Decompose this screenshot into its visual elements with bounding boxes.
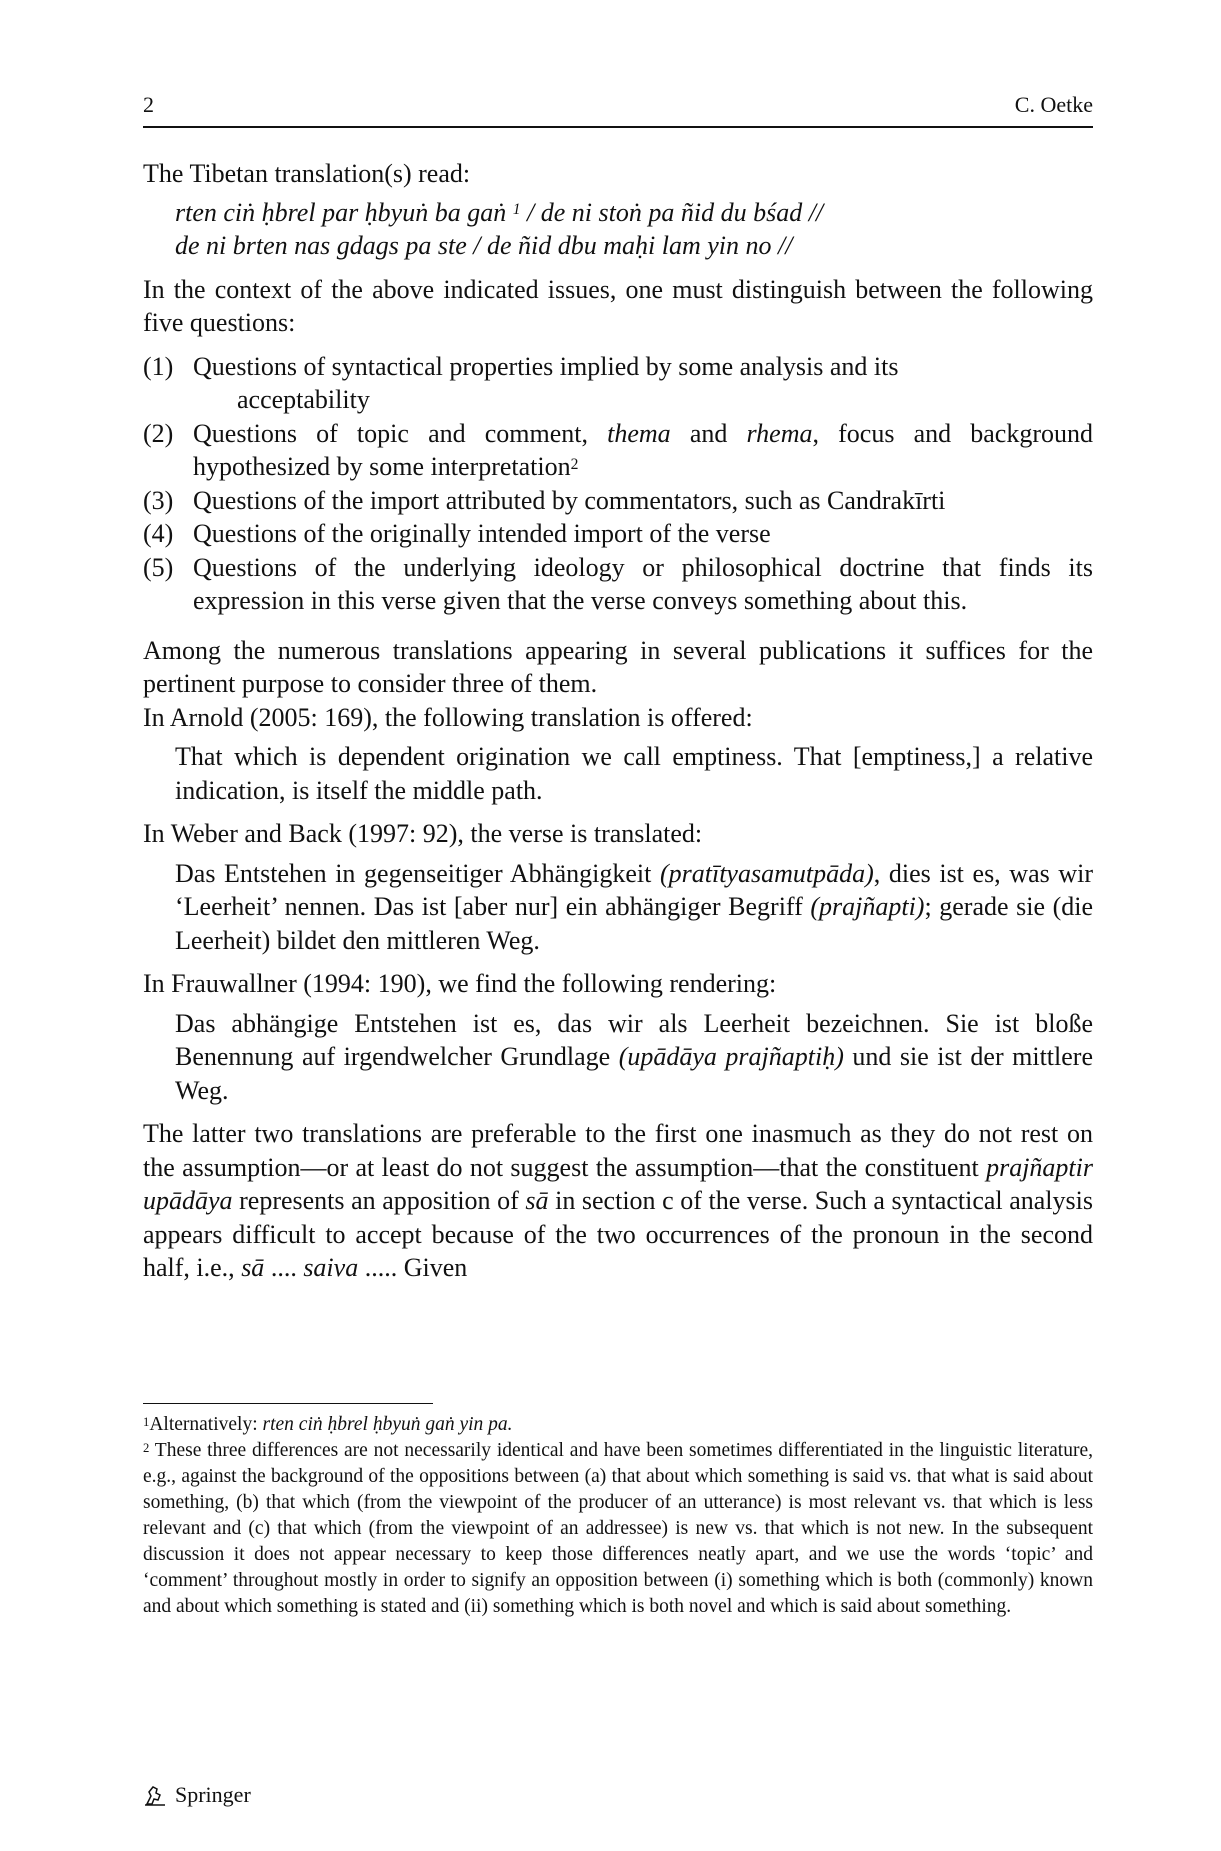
weber-quote: Das Entstehen in gegenseitiger Abhängigkeit (pratītyasamutpāda), dies ist es, was wir ‘Leerheit’ nennen. Das ist [aber nur] ein abhängiger Begriff (prajñapti); gerade sie (die Leerheit) bildet den mittleren Weg. bbox=[175, 858, 1094, 955]
question-item: (4) Questions of the originally intended import of the verse bbox=[143, 519, 771, 548]
publisher-name: Springer bbox=[175, 1782, 251, 1807]
latter-paragraph: The latter two translations are preferable to the first one inasmuch as they do not rest on the assumption—or at least do not suggest the assumption—that the constituent prajñaptir upādāya represents an apposition of sā in section c of the verse. Such a syntactical analysis appears difficult to accept because of the two occurrences of the pronoun in the second half, i.e., sā .... saiva ..... Given bbox=[143, 1119, 1093, 1282]
arnold-intro: In Arnold (2005: 169), the following translation is offered: bbox=[143, 702, 753, 732]
footnote-ref-1[interactable]: 1 bbox=[512, 201, 521, 219]
footnote-ref-2[interactable]: 2 bbox=[570, 455, 579, 473]
question-item: (5) Questions of the underlying ideology or philosophical doctrine that finds its expression in this verse given that the verse conveys something about this. bbox=[143, 552, 1093, 615]
running-header bbox=[143, 92, 1093, 122]
header-rule bbox=[143, 126, 1093, 128]
question-item: (1) Questions of syntactical properties implied by some analysis and its acceptability bbox=[143, 351, 899, 414]
frauwallner-quote: Das abhängige Entstehen ist es, das wir als Leerheit bezeichnen. Sie ist bloße Benennung auf irgendwelcher Grundlage (upādāya prajñaptiḥ) und sie ist der mittlere Weg. bbox=[175, 1008, 1093, 1105]
tibetan-line-2: de ni brten nas gdags pa ste / de ñid dbu maḥi lam yin no // bbox=[175, 231, 793, 260]
running-author: C. Oetke bbox=[1014, 92, 1093, 117]
question-list bbox=[143, 350, 1093, 618]
publisher-logo bbox=[143, 1782, 251, 1808]
springer-horse-icon bbox=[143, 1784, 169, 1806]
among-paragraph: Among the numerous translations appearing in several publications it suffices for the pertinent purpose to consider three of them. bbox=[143, 635, 1093, 698]
context-paragraph: In the context of the above indicated issues, one must distinguish between the following five questions: bbox=[143, 274, 1093, 337]
intro-line: The Tibetan translation(s) read: bbox=[143, 159, 471, 188]
weber-intro: In Weber and Back (1997: 92), the verse is translated: bbox=[143, 819, 703, 848]
footnote-1: $^1$Alternatively: rten ciṅ ḥbrel ḥbyuṅ gaṅ yin pa. bbox=[143, 1414, 513, 1435]
footnote-2: $^2$ These three differences are not necessarily identical and have been sometimes differentiated in the linguistic literature, e.g., against the background of the oppositions between (a) that about which something is said vs. that what is said about something, (b) that which (from the viewpoint of the producer of an utterance) is most relevant vs. that which is less relevant and (c) that which (from the viewpoint of an addressee) is new vs. that which is not new. In the subsequent discussion it does not appear necessary to keep those differences neatly apart, and we use the words ‘topic’ and ‘comment’ throughout mostly in order to signify an opposition between (i) something which is both (commonly) known and about which something is stated and (ii) something which is both novel and which is said about something. bbox=[143, 1440, 1093, 1617]
question-item: (3) Questions of the import attributed by commentators, such as Candrakīrti bbox=[143, 485, 946, 515]
question-item: (2) Questions of topic and comment, thema and rhema, focus and background hypothesized by some interpretation$^2$ bbox=[143, 418, 1093, 481]
footnote-rule bbox=[143, 1403, 433, 1404]
arnold-quote: That which is dependent origination we call emptiness. That [emptiness,] a relative indication, is itself the middle path. bbox=[175, 742, 1093, 805]
main-text bbox=[143, 157, 1093, 1285]
tibetan-line-1: rten ciṅ ḥbrel par ḥbyuṅ ba gaṅ $^1$ / de ni stoṅ pa ñid du bśad // bbox=[175, 197, 824, 227]
tibetan-verse bbox=[143, 196, 1093, 263]
frauwallner-intro: In Frauwallner (1994: 190), we find the following rendering: bbox=[143, 969, 777, 998]
page-number: 2 bbox=[143, 92, 154, 117]
footnotes bbox=[143, 1412, 1093, 1620]
